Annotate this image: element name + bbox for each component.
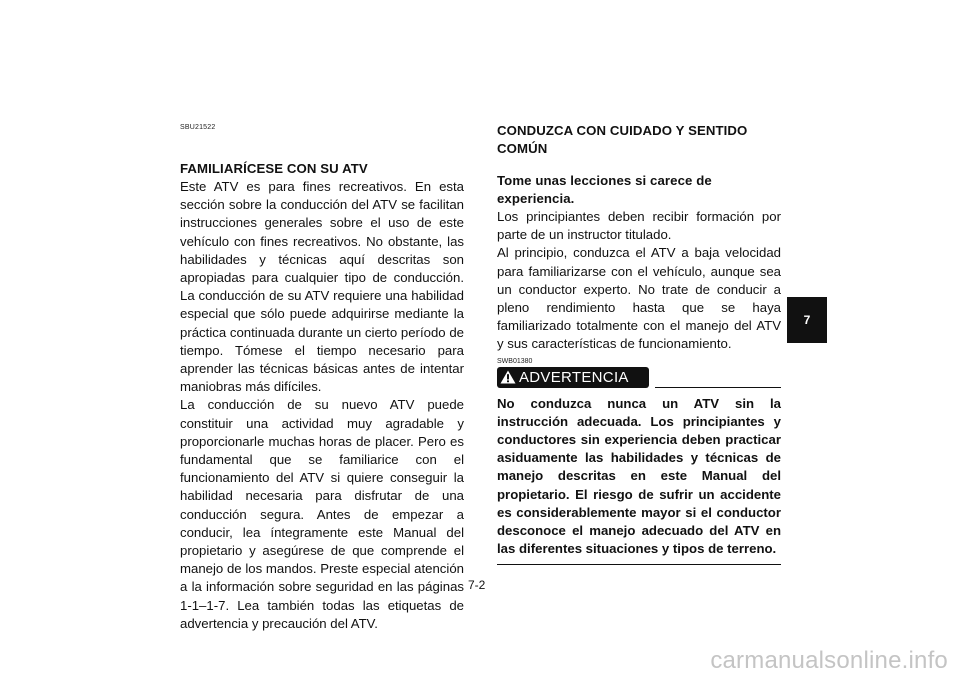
divider [655,387,781,388]
subheading: Tome unas lecciones si carece de experiencia. [497,173,712,206]
warning-box [497,358,781,566]
page-number: 7-2 [468,578,486,592]
section-heading: CONDUZCA CON CUIDADO Y SENTIDO COMÚN [497,123,748,156]
paragraph: Al principio, conduzca el ATV a baja velocidad para familiarizarse con el vehículo, aunque sea un conductor experto. No trate de conducir a pleno rendimiento hasta que se haya familiarizado totalmente con el manejo del ATV y sus características de funcionamiento. [497,245,781,352]
warning-code: SWB01380 [497,357,533,365]
paragraph: Los principiantes deben recibir formación por parte de un instructor titulado. [497,209,781,243]
section-code: SBU21522 [180,124,216,131]
left-column [180,160,464,633]
warning-label-text: ADVERTENCIA [519,368,629,386]
watermark: carmanualsonline.info [710,647,948,674]
section-heading: FAMILIARÍCESE CON SU ATV [180,161,368,176]
divider [497,564,781,565]
right-column [497,122,781,565]
chapter-tab: 7 [787,297,827,343]
warning-triangle-icon [497,367,519,388]
warning-header [497,367,781,391]
paragraph: Este ATV es para fines recreativos. En esta sección sobre la conducción del ATV se facilitan instrucciones generales sobre el uso de este vehículo con fines recreativos. No obstante, las habilidades y técnicas aquí descritas son apropiadas para cualquier tipo de conducción. La conducción de su ATV requiere una habilidad especial que sólo puede adquirirse mediante la práctica continuada durante un cierto período de tiempo. Tómese el tiempo necesario para aprender las técnicas básicas antes de intentar maniobras más difíciles. [180,179,464,395]
paragraph: La conducción de su nuevo ATV puede constituir una actividad muy agradable y proporcionarle muchas horas de placer. Pero es fundamental que se familiarice con el funcionamiento del ATV si quiere conseguir la habilidad necesaria para disfrutar de una conducción segura. Antes de empezar a conducir, lea íntegramente este Manual del propietario y asegúrese de que comprende el manejo de los mandos. Preste especial atención a la información sobre seguridad en las páginas 1-1–1-7. Lea también todas las etiquetas de advertencia y precaución del ATV. [180,397,464,631]
warning-text: No conduzca nunca un ATV sin la instrucción adecuada. Los principiantes y conductores sin experiencia deben practicar asiduamente las habilidades y técnicas de manejo descritas en este Manual del propietario. El riesgo de sufrir un accidente es considerablemente mayor si el conductor desconoce el manejo adecuado del ATV en las diferentes situaciones y tipos de terreno. [497,395,781,557]
warning-label [497,367,649,388]
